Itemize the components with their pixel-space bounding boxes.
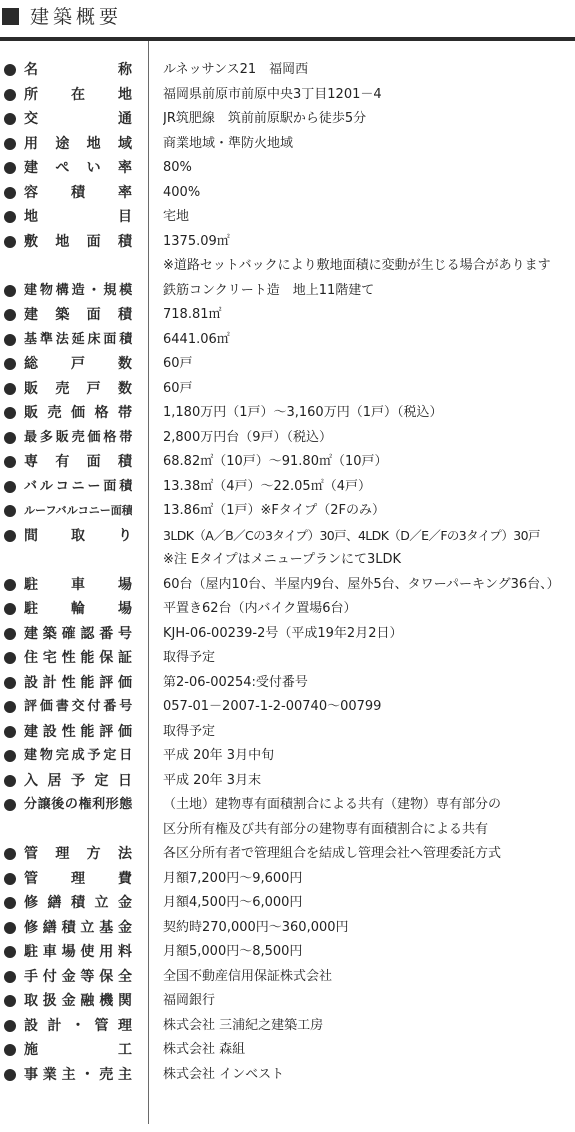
- section-title: 建築概要: [30, 6, 123, 28]
- spec-row: [0, 940, 575, 965]
- spec-row: [0, 965, 575, 990]
- spec-value: JR筑肥線 筑前前原駅から徒歩5分: [163, 111, 367, 126]
- header-square-marker: [2, 8, 19, 25]
- bullet-icon: [4, 628, 16, 640]
- spec-value: （土地）建物専有面積割合による共有（建物）専有部分の: [163, 797, 502, 812]
- spec-row: [0, 695, 575, 720]
- spec-label: 基準法延床面積: [24, 331, 132, 347]
- spec-value: 商業地域・準防火地域: [163, 135, 294, 151]
- spec-row: [0, 548, 575, 573]
- spec-value: ※道路セットバックにより敷地面積に変動が生じる場合があります: [163, 258, 551, 273]
- spec-label: 建築面積: [24, 307, 132, 323]
- spec-value: 宅地: [163, 209, 190, 224]
- spec-row: [0, 352, 575, 377]
- bullet-icon: [4, 799, 16, 811]
- bullet-icon: [4, 701, 16, 713]
- bullet-icon: [4, 579, 16, 591]
- spec-label: 手付金等保全: [24, 968, 132, 985]
- bullet-icon: [4, 1069, 16, 1081]
- spec-value: 68.82㎡（10戸）～91.80㎡（10戸）: [163, 454, 388, 469]
- bullet-icon: [4, 848, 16, 860]
- bullet-icon: [4, 1044, 16, 1056]
- spec-row: [0, 1014, 575, 1039]
- spec-row: [0, 254, 575, 279]
- spec-row: [0, 597, 575, 622]
- spec-label: 総戸数: [24, 356, 132, 372]
- section-header: [0, 0, 575, 44]
- spec-row: [0, 671, 575, 696]
- bullet-icon: [4, 652, 16, 664]
- spec-row: [0, 156, 575, 181]
- bullet-icon: [4, 897, 16, 909]
- spec-label: 設計性能評価: [24, 674, 132, 691]
- spec-row: [0, 475, 575, 500]
- bullet-icon: [4, 726, 16, 738]
- bullet-icon: [4, 358, 16, 370]
- spec-row: [0, 83, 575, 108]
- bullet-icon: [4, 211, 16, 223]
- spec-label: 修繕積立金: [24, 895, 132, 911]
- spec-row: [0, 303, 575, 328]
- spec-label: 用途地域: [24, 135, 132, 152]
- spec-row: [0, 1063, 575, 1088]
- spec-value: 13.86㎡（1戸）※Fタイプ（2Fのみ）: [163, 503, 385, 518]
- bullet-icon: [4, 89, 16, 101]
- bullet-icon: [4, 946, 16, 958]
- spec-value: ※注 Eタイプはメニュープランにて3LDK: [163, 552, 401, 567]
- spec-value: ルネッサンス21 福岡西: [163, 62, 309, 77]
- spec-value: 月額4,500円～6,000円: [163, 895, 303, 910]
- bullet-icon: [4, 187, 16, 199]
- spec-value: 400%: [163, 184, 201, 200]
- spec-value: 第2-06-00254:受付番号: [163, 674, 308, 690]
- spec-row: [0, 622, 575, 647]
- spec-value: 全国不動産信用保証株式会社: [163, 968, 333, 984]
- spec-label: 所在地: [24, 86, 132, 103]
- spec-row: [0, 279, 575, 304]
- spec-value: 平成 20年 3月中旬: [163, 748, 275, 763]
- spec-value: 平成 20年 3月末: [163, 772, 262, 788]
- spec-label: 間取り: [24, 527, 132, 544]
- spec-row: [0, 58, 575, 83]
- spec-row: [0, 793, 575, 818]
- spec-label: 駐車場: [24, 576, 132, 593]
- spec-value: 1375.09㎡: [163, 233, 230, 249]
- spec-row: [0, 989, 575, 1014]
- spec-label: バルコニー面積: [24, 478, 132, 494]
- spec-value: 契約時270,000円～360,000円: [163, 919, 349, 935]
- spec-value: 718.81㎡: [163, 307, 222, 322]
- spec-label: 分譲後の権利形態: [24, 797, 132, 812]
- spec-row: [0, 499, 575, 524]
- bullet-icon: [4, 285, 16, 297]
- spec-row: [0, 867, 575, 892]
- spec-value: 1,180万円（1戸）～3,160万円（1戸）（税込）: [163, 405, 443, 420]
- bullet-icon: [4, 236, 16, 248]
- spec-label: 修繕積立基金: [24, 919, 132, 936]
- spec-row: [0, 328, 575, 353]
- spec-label: 敷地面積: [24, 233, 132, 250]
- spec-row: [0, 230, 575, 255]
- spec-value: 取得予定: [163, 650, 216, 665]
- spec-label: 住宅性能保証: [24, 650, 132, 666]
- spec-row: [0, 181, 575, 206]
- spec-row: [0, 401, 575, 426]
- spec-label: 容積率: [24, 184, 132, 201]
- spec-row: [0, 818, 575, 843]
- spec-label: 入居予定日: [24, 772, 132, 789]
- spec-value: 福岡銀行: [163, 993, 216, 1008]
- spec-row: [0, 769, 575, 794]
- bullet-icon: [4, 138, 16, 150]
- bullet-icon: [4, 64, 16, 76]
- spec-value: 福岡県前原市前原中央3丁目1201－4: [163, 86, 382, 102]
- spec-value: 3LDK（A／B／Cの3タイプ）30戸、4LDK（D／E／Fの3タイプ）30戸: [163, 527, 540, 543]
- spec-value: 株式会社 三浦紀之建築工房: [163, 1017, 324, 1033]
- bullet-icon: [4, 432, 16, 444]
- bullet-icon: [4, 750, 16, 762]
- bullet-icon: [4, 383, 16, 395]
- spec-value: 月額5,000円～8,500円: [163, 944, 303, 959]
- bullet-icon: [4, 334, 16, 346]
- spec-value: 6441.06㎡: [163, 331, 230, 347]
- bullet-icon: [4, 309, 16, 321]
- spec-list: [0, 58, 575, 1087]
- spec-value: 平置き62台（内バイク置場6台）: [163, 601, 357, 616]
- spec-label: 地目: [24, 209, 132, 225]
- spec-label: 販売戸数: [24, 380, 132, 397]
- spec-row: [0, 744, 575, 769]
- spec-label: 建築確認番号: [24, 625, 132, 642]
- spec-label: 建物完成予定日: [24, 748, 132, 763]
- spec-label: 管理費: [24, 870, 132, 887]
- spec-label: 施工: [24, 1042, 132, 1058]
- spec-label: 販売価格帯: [24, 405, 132, 421]
- spec-label: 最多販売価格帯: [24, 429, 132, 445]
- spec-row: [0, 205, 575, 230]
- header-rule: [0, 37, 575, 41]
- spec-label: 建ぺい率: [24, 160, 132, 176]
- spec-label: 評価書交付番号: [24, 699, 132, 714]
- bullet-icon: [4, 971, 16, 983]
- spec-label: 駐車場使用料: [24, 944, 132, 960]
- spec-value: 取得予定: [163, 723, 216, 739]
- spec-row: [0, 107, 575, 132]
- spec-label: 取扱金融機関: [24, 993, 132, 1009]
- bullet-icon: [4, 775, 16, 787]
- bullet-icon: [4, 162, 16, 174]
- spec-value: 月額7,200円～9,600円: [163, 870, 303, 886]
- spec-value: 各区分所有者で管理組合を結成し管理会社へ管理委託方式: [163, 846, 502, 861]
- spec-row: [0, 450, 575, 475]
- spec-row: [0, 1038, 575, 1063]
- bullet-icon: [4, 530, 16, 542]
- spec-label: 管理方法: [24, 846, 132, 862]
- bullet-icon: [4, 481, 16, 493]
- spec-row: [0, 426, 575, 451]
- bullet-icon: [4, 456, 16, 468]
- spec-value: KJH-06-00239-2号（平成19年2月2日）: [163, 625, 403, 641]
- spec-label: 駐輪場: [24, 601, 132, 617]
- spec-value: 057-01－2007-1-2-00740～00799: [163, 699, 382, 714]
- spec-value: 2,800万円台（9戸）（税込）: [163, 429, 332, 445]
- spec-label: 建設性能評価: [24, 723, 132, 740]
- spec-row: [0, 132, 575, 157]
- spec-row: [0, 720, 575, 745]
- spec-value: 13.38㎡（4戸）～22.05㎡（4戸）: [163, 478, 371, 494]
- spec-label: ルーフバルコニー面積: [24, 504, 132, 517]
- spec-label: 事業主・売主: [24, 1066, 132, 1083]
- spec-row: [0, 891, 575, 916]
- spec-value: 株式会社 森組: [163, 1042, 246, 1057]
- bullet-icon: [4, 995, 16, 1007]
- bullet-icon: [4, 603, 16, 615]
- spec-value: 60台（屋内10台、半屋内9台、屋外5台、タワーパーキング36台、）: [163, 576, 560, 592]
- bullet-icon: [4, 407, 16, 419]
- spec-label: 名称: [24, 62, 132, 78]
- spec-value: 80%: [163, 160, 192, 175]
- bullet-icon: [4, 922, 16, 934]
- bullet-icon: [4, 113, 16, 125]
- spec-value: 株式会社 インベスト: [163, 1066, 285, 1082]
- spec-label: 建物構造・規模: [24, 282, 132, 298]
- spec-row: [0, 916, 575, 941]
- spec-label: 交通: [24, 111, 132, 127]
- bullet-icon: [4, 677, 16, 689]
- spec-value: 鉄筋コンクリート造 地上11階建て: [163, 282, 375, 298]
- spec-row: [0, 842, 575, 867]
- spec-label: 専有面積: [24, 454, 132, 470]
- bullet-icon: [4, 873, 16, 885]
- spec-value: 60戸: [163, 356, 193, 371]
- spec-value: 区分所有権及び共有部分の建物専有面積割合による共有: [163, 821, 489, 837]
- spec-row: [0, 646, 575, 671]
- spec-value: 60戸: [163, 380, 193, 396]
- bullet-icon: [4, 1020, 16, 1032]
- spec-label: 設計・管理: [24, 1017, 132, 1034]
- spec-row: [0, 377, 575, 402]
- spec-row: [0, 573, 575, 598]
- bullet-icon: [4, 505, 16, 517]
- spec-row: [0, 524, 575, 549]
